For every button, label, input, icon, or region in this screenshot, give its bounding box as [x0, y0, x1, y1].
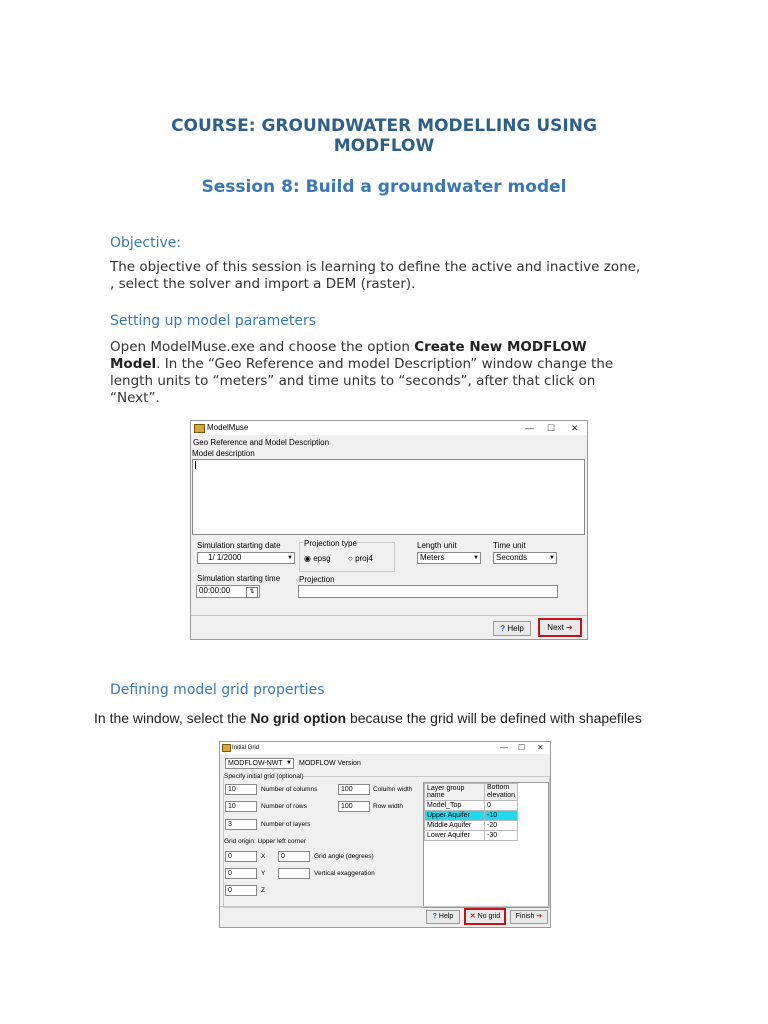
arrow-right-icon: ➔: [565, 623, 573, 632]
num-layers-label: Number of layers: [261, 821, 311, 828]
time-unit-label: Time unit: [493, 541, 526, 550]
help-button[interactable]: [426, 910, 460, 924]
grid-text-1: In the window, select the: [94, 710, 251, 726]
modflow-version-label: MODFLOW Version: [299, 760, 361, 767]
no-grid-button[interactable]: [464, 908, 506, 925]
start-date-value: 1/ 1/2000: [208, 553, 242, 562]
table-row[interactable]: Lower Aquifer -30: [425, 831, 518, 841]
x-label: X: [261, 853, 266, 860]
help-label: Help: [507, 624, 524, 633]
dialog1-titlebar: [191, 421, 587, 435]
y-input[interactable]: 0: [225, 868, 257, 879]
close-icon[interactable]: ✕: [571, 423, 579, 433]
objective-line2: , select the solver and import a DEM (raster).: [110, 276, 416, 292]
grid-sentence: [94, 710, 642, 726]
table-header: Bottom elevation: [485, 784, 518, 801]
proj4-label: proj4: [355, 554, 373, 563]
num-columns-input[interactable]: 10: [225, 784, 257, 795]
setup-text-3: length units to “meters” and time units to “seconds”, after that click on: [110, 373, 596, 389]
layer-group-table[interactable]: [423, 782, 549, 908]
start-time-input[interactable]: [196, 585, 260, 598]
length-unit-value: Meters: [420, 553, 445, 562]
grid-angle-input[interactable]: 0: [278, 851, 310, 862]
layer-table: [424, 783, 518, 841]
dialog2-titlebar: [220, 742, 550, 754]
model-description-label: Model description: [192, 449, 255, 458]
arrow-right-icon: ➔: [536, 913, 543, 920]
chevron-down-icon: ▼: [286, 760, 292, 766]
objective-heading: Objective:: [110, 235, 182, 251]
setup-heading: Setting up model parameters: [110, 313, 317, 329]
table-header: Layer group name: [425, 784, 485, 801]
time-unit-select[interactable]: [493, 552, 557, 564]
epsg-radio[interactable]: [304, 554, 331, 563]
vertical-exaggeration-input[interactable]: [278, 868, 310, 879]
next-label: Next: [547, 623, 564, 632]
course-title: [0, 116, 768, 156]
projection-input[interactable]: [298, 585, 558, 598]
dialog1-header: Geo Reference and Model Description: [193, 438, 330, 447]
objective-paragraph: [110, 259, 710, 293]
num-rows-input[interactable]: 10: [225, 801, 257, 812]
table-row[interactable]: Upper Aquifer -10: [425, 811, 518, 821]
setup-bold-1: Create New MODFLOW: [414, 339, 587, 355]
chevron-down-icon: ▼: [287, 555, 293, 561]
initial-grid-dialog: [219, 741, 551, 928]
text-cursor: [195, 461, 196, 469]
x-icon: ✕: [469, 913, 476, 920]
num-rows-label: Number of rows: [261, 803, 307, 810]
help-label: Help: [438, 913, 454, 920]
row-width-label: Row width: [373, 803, 403, 810]
maximize-icon[interactable]: ☐: [547, 423, 556, 433]
objective-line1: The objective of this session is learning to define the active and inactive zone,: [110, 259, 641, 275]
grid-text-2: because the grid will be defined with shapefiles: [346, 710, 642, 726]
app-icon: [194, 424, 205, 433]
row-width-input[interactable]: 100: [338, 801, 370, 812]
minimize-icon[interactable]: —: [500, 743, 508, 752]
radio-selected-icon: ◉: [304, 554, 311, 563]
start-time-value: 00:00:00: [199, 586, 231, 595]
table-row[interactable]: Middle Aquifer -20: [425, 821, 518, 831]
chevron-down-icon: ▼: [473, 555, 479, 561]
setup-text-2: . In the “Geo Reference and model Description” window change the: [156, 356, 614, 372]
next-button[interactable]: [538, 618, 582, 637]
grid-bold: No grid option: [250, 710, 347, 726]
modflow-version-value: MODFLOW-NWT: [228, 760, 283, 767]
finish-button[interactable]: [510, 910, 548, 924]
group-label: Specify initial grid (optional): [224, 773, 304, 780]
radio-empty-icon: ○: [348, 554, 353, 563]
divider: [191, 615, 587, 616]
dialog1-title: ModelMuse: [207, 423, 249, 432]
projection-type-label: Projection type: [304, 539, 357, 548]
length-unit-label: Length unit: [417, 541, 457, 550]
modelmuse-dialog: [190, 420, 588, 640]
table-row[interactable]: Model_Top 0: [425, 801, 518, 811]
y-label: Y: [261, 870, 266, 877]
dialog2-title: Initial Grid: [232, 745, 260, 751]
divider: [220, 906, 550, 907]
time-unit-value: Seconds: [496, 553, 528, 562]
grid-angle-label: Grid angle (degrees): [314, 853, 374, 860]
chevron-down-icon: ▼: [549, 555, 555, 561]
help-icon: ?: [432, 913, 437, 920]
setup-text-4: “Next”.: [110, 390, 160, 406]
vertical-exaggeration-label: Vertical exaggeration: [314, 870, 375, 877]
start-time-label: Simulation starting time: [197, 574, 281, 583]
finish-label: Finish: [515, 913, 535, 920]
setup-bold-2: Model: [110, 356, 157, 372]
x-input[interactable]: 0: [225, 851, 257, 862]
close-icon[interactable]: ✕: [537, 743, 544, 752]
app-icon: [222, 744, 231, 752]
session-title: Session 8: Build a groundwater model: [201, 177, 567, 197]
num-columns-label: Number of columns: [261, 786, 318, 793]
no-grid-label: No grid: [477, 913, 501, 920]
proj4-radio[interactable]: [348, 554, 373, 563]
model-description-input[interactable]: [192, 459, 585, 535]
grid-heading: Defining model grid properties: [110, 682, 325, 698]
num-layers-input[interactable]: 3: [225, 819, 257, 830]
length-unit-select[interactable]: [417, 552, 481, 564]
column-width-label: Column width: [373, 786, 413, 793]
column-width-input[interactable]: 100: [338, 784, 370, 795]
grid-origin-label: Grid origin: Upper left corner: [224, 838, 307, 845]
course-title-line2: MODFLOW: [333, 136, 435, 156]
z-label: Z: [261, 887, 265, 894]
setup-text-1: Open ModelMuse.exe and choose the option: [110, 339, 415, 355]
course-title-line1: COURSE: GROUNDWATER MODELLING USING: [171, 116, 597, 136]
start-date-input[interactable]: [197, 552, 295, 564]
minimize-icon[interactable]: —: [525, 423, 534, 433]
setup-paragraph: [110, 339, 710, 407]
epsg-label: epsg: [313, 554, 331, 563]
z-input[interactable]: 0: [225, 885, 257, 896]
time-spinner-icon[interactable]: ⇅: [246, 587, 258, 598]
maximize-icon[interactable]: ☐: [518, 743, 526, 752]
start-date-label: Simulation starting date: [197, 541, 281, 550]
projection-label: Projection: [299, 575, 335, 584]
help-button[interactable]: [493, 621, 531, 636]
help-icon: ?: [500, 624, 506, 633]
modflow-version-select[interactable]: [225, 758, 294, 769]
